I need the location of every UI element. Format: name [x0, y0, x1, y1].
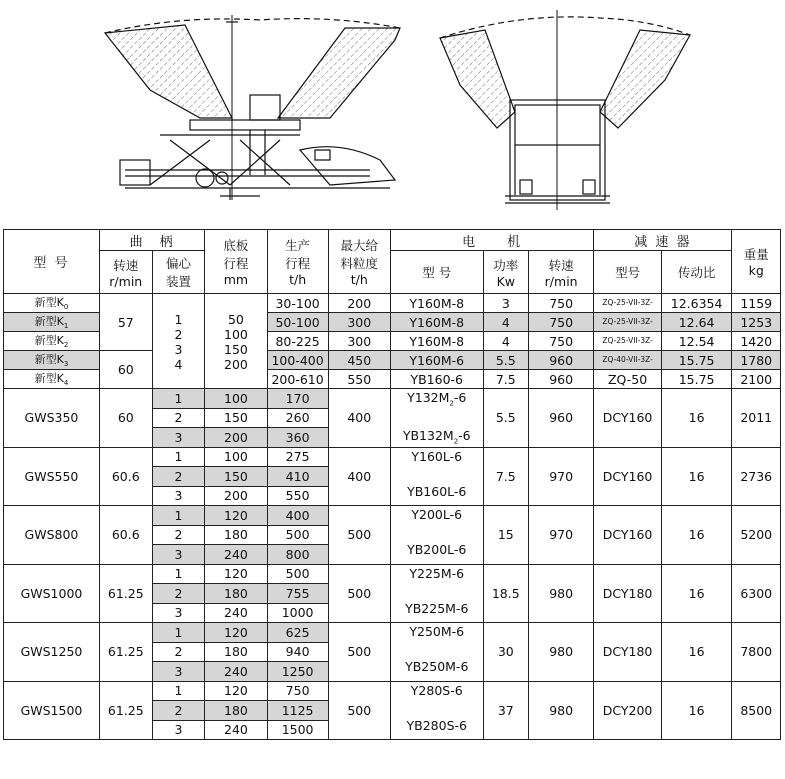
weight-cell: 8500	[732, 681, 781, 740]
motor-speed-cell: 980	[528, 623, 593, 682]
header-ecc-label: 偏心	[165, 256, 191, 271]
motor-cell: Y160M-8	[390, 332, 483, 351]
header-feed-label: 最大给	[340, 238, 379, 253]
crank-speed-cell: 61.25	[99, 623, 152, 682]
eccentric-cell: 1	[152, 506, 205, 526]
motor-speed-cell: 970	[528, 447, 593, 506]
motor-cell: Y160M-8	[390, 313, 483, 332]
eccentric-cell: 2	[152, 642, 205, 662]
specification-table	[3, 229, 781, 740]
motor-model-text: YB200L-6	[407, 542, 467, 557]
prod-cell: 800	[267, 545, 328, 565]
table-row	[4, 681, 781, 701]
motor-cell	[390, 681, 483, 740]
motor-model-secondary	[391, 542, 483, 557]
prod-cell: 1000	[267, 603, 328, 623]
model-cell	[4, 370, 100, 389]
crank-speed-cell: 57	[99, 294, 152, 351]
prod-cell: 400	[267, 506, 328, 526]
eccentric-cell: 2	[152, 701, 205, 721]
motor-model-secondary	[391, 659, 483, 674]
model-cell: GWS1250	[4, 623, 100, 682]
feed-cell: 400	[328, 447, 390, 506]
motor-model-secondary	[391, 718, 483, 733]
prod-cell: 30-100	[267, 294, 328, 313]
prod-cell: 275	[267, 447, 328, 467]
table-row	[4, 294, 781, 313]
motor-model-text: Y200L-6	[411, 507, 463, 522]
header-model: 型 号	[4, 230, 100, 294]
prod-cell: 1500	[267, 720, 328, 740]
motor-model-text: YB250M-6	[405, 659, 469, 674]
plate-value: 50	[227, 312, 244, 327]
motor-model-text: YB280S-6	[406, 717, 467, 733]
header-plate-unit: mm	[223, 272, 249, 287]
prod-cell: 80-225	[267, 332, 328, 351]
eccentric-cell: 3	[152, 545, 205, 565]
header-max-feed	[328, 230, 390, 294]
motor-model-secondary	[391, 428, 483, 446]
plate-stroke-cell: 120	[205, 623, 267, 643]
header-power-unit: Kw	[496, 273, 515, 289]
table-row	[4, 351, 781, 370]
motor-model-primary	[391, 449, 483, 464]
header-weight	[732, 230, 781, 294]
eccentric-cell: 3	[152, 428, 205, 448]
motor-cell: Y160M-6	[390, 351, 483, 370]
header-feed-label2: 料粒度	[340, 256, 379, 271]
motor-cell	[390, 506, 483, 565]
reducer-cell: ZQ-25-VII-3Z-	[594, 294, 661, 313]
eccentric-cell: 1	[152, 447, 205, 467]
motor-cell	[390, 623, 483, 682]
feed-cell: 500	[328, 564, 390, 623]
feed-cell: 450	[328, 351, 390, 370]
header-mspeed-label: 转速	[548, 257, 574, 273]
reducer-cell: DCY180	[594, 564, 661, 623]
eccentric-cell: 2	[152, 467, 205, 487]
motor-speed-cell: 980	[528, 681, 593, 740]
motor-speed-cell: 960	[528, 370, 593, 389]
plate-stroke-cell: 240	[205, 603, 267, 623]
ecc-value: 4	[174, 357, 183, 372]
feeder-technical-drawing	[0, 0, 785, 220]
motor-model-text: YB225M-6	[405, 600, 469, 616]
plate-stroke-cell: 180	[205, 525, 267, 545]
table-row	[4, 389, 781, 409]
weight-cell: 1159	[732, 294, 781, 313]
prod-cell: 50-100	[267, 313, 328, 332]
header-motor: 电 机	[390, 230, 593, 251]
weight-cell: 6300	[732, 564, 781, 623]
eccentric-cell: 2	[152, 584, 205, 604]
plate-value: 200	[224, 357, 248, 372]
eccentric-cell	[152, 294, 205, 389]
motor-speed-cell: 750	[528, 294, 593, 313]
eccentric-cell: 3	[152, 486, 205, 506]
power-cell: 7.5	[483, 370, 528, 389]
power-cell: 4	[483, 332, 528, 351]
feed-cell: 300	[328, 313, 390, 332]
ratio-cell: 16	[661, 681, 732, 740]
reducer-cell: DCY160	[594, 447, 661, 506]
table-row	[4, 447, 781, 467]
model-cell	[4, 313, 100, 332]
motor-model-secondary	[391, 484, 483, 499]
motor-speed-cell: 970	[528, 506, 593, 565]
model-cell: GWS550	[4, 447, 100, 506]
model-name: 新型K	[34, 315, 64, 329]
plate-value: 100	[224, 327, 248, 342]
header-plate-label: 底板	[223, 238, 249, 253]
crank-speed-cell: 60	[99, 351, 152, 389]
crank-speed-cell: 60	[99, 389, 152, 448]
table-row	[4, 506, 781, 526]
plate-stroke-cell: 200	[205, 486, 267, 506]
model-name: 新型K	[34, 353, 64, 367]
prod-cell: 750	[267, 681, 328, 701]
prod-cell: 1125	[267, 701, 328, 721]
prod-cell: 625	[267, 623, 328, 643]
motor-cell	[390, 447, 483, 506]
crank-speed-cell: 60.6	[99, 447, 152, 506]
header-plate-stroke	[205, 230, 267, 294]
eccentric-cell: 3	[152, 720, 205, 740]
motor-model-text: Y132M	[407, 390, 450, 405]
reducer-cell: DCY180	[594, 623, 661, 682]
plate-stroke-cell: 240	[205, 662, 267, 682]
motor-cell	[390, 564, 483, 623]
ratio-cell: 16	[661, 389, 732, 448]
header-mspeed-unit: r/min	[544, 273, 578, 289]
ratio-cell: 12.64	[661, 313, 732, 332]
motor-suffix: -6	[458, 427, 471, 443]
plate-stroke-cell: 150	[205, 408, 267, 428]
prod-cell: 170	[267, 389, 328, 409]
ratio-cell: 12.6354	[661, 294, 732, 313]
ratio-cell: 16	[661, 447, 732, 506]
motor-cell: YB160-6	[390, 370, 483, 389]
reducer-cell: DCY160	[594, 389, 661, 448]
header-prod-label: 生产	[285, 238, 311, 253]
header-crank: 曲 柄	[99, 230, 204, 251]
motor-speed-cell: 750	[528, 332, 593, 351]
motor-suffix: -6	[453, 390, 467, 405]
plate-stroke-cell: 150	[205, 467, 267, 487]
motor-model-text: YB160L-6	[407, 483, 467, 499]
header-feed-unit: t/h	[350, 272, 368, 287]
motor-model-primary	[391, 390, 483, 408]
power-cell: 3	[483, 294, 528, 313]
power-cell: 15	[483, 506, 528, 565]
power-cell: 30	[483, 623, 528, 682]
motor-subscript: 2	[449, 399, 454, 408]
motor-subscript: 2	[453, 437, 459, 445]
model-cell	[4, 332, 100, 351]
model-subscript: 3	[63, 360, 69, 369]
model-cell	[4, 294, 100, 313]
header-power	[483, 251, 528, 294]
table-row	[4, 623, 781, 643]
reducer-cell: DCY160	[594, 506, 661, 565]
plate-stroke-cell: 240	[205, 545, 267, 565]
side-view-drawing	[105, 15, 400, 200]
ratio-cell: 12.54	[661, 332, 732, 351]
motor-speed-cell: 750	[528, 313, 593, 332]
header-prod-unit: t/h	[289, 272, 307, 287]
weight-cell: 2736	[732, 447, 781, 506]
motor-cell: Y160M-8	[390, 294, 483, 313]
eccentric-cell: 3	[152, 603, 205, 623]
header-plate-label2: 行程	[223, 256, 249, 271]
prod-cell: 940	[267, 642, 328, 662]
eccentric-cell: 3	[152, 662, 205, 682]
model-cell	[4, 351, 100, 370]
motor-model-text: Y225M-6	[409, 565, 465, 581]
eccentric-cell: 1	[152, 564, 205, 584]
prod-cell: 500	[267, 564, 328, 584]
model-subscript: 4	[63, 379, 69, 388]
motor-model-text: YB132M	[402, 427, 454, 443]
header-crank-speed	[99, 251, 152, 294]
crank-speed-cell: 61.25	[99, 564, 152, 623]
model-subscript: 0	[63, 303, 69, 312]
prod-cell: 360	[267, 428, 328, 448]
plate-stroke-cell: 180	[205, 701, 267, 721]
model-cell: GWS350	[4, 389, 100, 448]
power-cell: 5.5	[483, 389, 528, 448]
ratio-cell: 16	[661, 506, 732, 565]
model-cell: GWS800	[4, 506, 100, 565]
plate-stroke-cell: 120	[205, 564, 267, 584]
header-ratio: 传动比	[661, 251, 732, 294]
reducer-cell: ZQ-25-VII-3Z-	[594, 332, 661, 351]
header-motor-speed	[528, 251, 593, 294]
plate-value: 150	[224, 342, 248, 357]
plate-stroke-cell: 120	[205, 681, 267, 701]
weight-cell: 5200	[732, 506, 781, 565]
prod-cell: 550	[267, 486, 328, 506]
prod-cell: 100-400	[267, 351, 328, 370]
feed-cell: 200	[328, 294, 390, 313]
prod-cell: 1250	[267, 662, 328, 682]
plate-stroke-cell: 180	[205, 584, 267, 604]
power-cell: 5.5	[483, 351, 528, 370]
model-cell: GWS1500	[4, 681, 100, 740]
table-row	[4, 564, 781, 584]
feed-cell: 300	[328, 332, 390, 351]
model-cell: GWS1000	[4, 564, 100, 623]
plate-stroke-cell: 200	[205, 428, 267, 448]
reducer-cell: ZQ-50	[594, 370, 661, 389]
plate-stroke-cell: 100	[205, 447, 267, 467]
feed-cell: 550	[328, 370, 390, 389]
eccentric-cell: 2	[152, 525, 205, 545]
prod-cell: 410	[267, 467, 328, 487]
reducer-cell: ZQ-25-VII-3Z-	[594, 313, 661, 332]
header-reducer-model: 型号	[594, 251, 661, 294]
eccentric-cell: 1	[152, 623, 205, 643]
motor-speed-cell: 960	[528, 351, 593, 370]
plate-stroke-cell: 240	[205, 720, 267, 740]
ecc-value: 2	[174, 327, 183, 342]
weight-cell: 7800	[732, 623, 781, 682]
prod-cell: 200-610	[267, 370, 328, 389]
motor-model-primary	[391, 507, 483, 522]
header-weight-unit: kg	[748, 263, 764, 278]
ratio-cell: 15.75	[661, 370, 732, 389]
model-name: 新型K	[34, 296, 64, 310]
plate-stroke-cell: 120	[205, 506, 267, 526]
ecc-value: 3	[174, 342, 183, 357]
motor-model-secondary	[391, 601, 483, 616]
feed-cell: 500	[328, 681, 390, 740]
power-cell: 4	[483, 313, 528, 332]
prod-cell: 500	[267, 525, 328, 545]
power-cell: 37	[483, 681, 528, 740]
power-cell: 7.5	[483, 447, 528, 506]
gws-table-body	[4, 389, 781, 740]
reducer-cell: ZQ-40-VII-3Z-	[594, 351, 661, 370]
header-reducer: 减 速 器	[594, 230, 732, 251]
ratio-cell: 15.75	[661, 351, 732, 370]
model-subscript: 2	[63, 341, 69, 350]
model-subscript: 1	[63, 322, 69, 331]
motor-speed-cell: 980	[528, 564, 593, 623]
header-production	[267, 230, 328, 294]
front-view-drawing	[440, 10, 690, 210]
motor-model-primary	[391, 566, 483, 581]
feed-cell: 500	[328, 506, 390, 565]
header-eccentric	[152, 251, 205, 294]
weight-cell: 2011	[732, 389, 781, 448]
weight-cell: 2100	[732, 370, 781, 389]
motor-model-text: Y250M-6	[409, 624, 465, 639]
header-power-label: 功率	[493, 257, 519, 273]
motor-cell	[390, 389, 483, 448]
plate-stroke-cell: 180	[205, 642, 267, 662]
crank-speed-cell: 61.25	[99, 681, 152, 740]
plate-stroke-cell: 100	[205, 389, 267, 409]
motor-speed-cell: 960	[528, 389, 593, 448]
power-cell: 18.5	[483, 564, 528, 623]
motor-model-text: Y160L-6	[411, 448, 463, 464]
header-prod-label2: 行程	[285, 256, 311, 271]
motor-model-primary	[391, 683, 483, 698]
weight-cell: 1253	[732, 313, 781, 332]
eccentric-cell: 1	[152, 681, 205, 701]
header-ecc-label2: 装置	[165, 274, 191, 289]
header-speed-unit: r/min	[109, 273, 143, 289]
header-motor-model: 型 号	[390, 251, 483, 294]
reducer-cell: DCY200	[594, 681, 661, 740]
prod-cell: 755	[267, 584, 328, 604]
model-name: 新型K	[34, 372, 64, 386]
crank-speed-cell: 60.6	[99, 506, 152, 565]
ratio-cell: 16	[661, 623, 732, 682]
ratio-cell: 16	[661, 564, 732, 623]
plate-stroke-cell	[205, 294, 267, 389]
feed-cell: 400	[328, 389, 390, 448]
feed-cell: 500	[328, 623, 390, 682]
eccentric-cell: 2	[152, 408, 205, 428]
motor-model-text: Y280S-6	[410, 682, 463, 698]
model-name: 新型K	[34, 334, 64, 348]
eccentric-cell: 1	[152, 389, 205, 409]
motor-model-primary	[391, 624, 483, 639]
weight-cell: 1780	[732, 351, 781, 370]
ecc-value: 1	[174, 312, 183, 327]
prod-cell: 260	[267, 408, 328, 428]
header-speed-label: 转速	[113, 257, 139, 273]
header-weight-label: 重量	[743, 247, 769, 262]
weight-cell: 1420	[732, 332, 781, 351]
